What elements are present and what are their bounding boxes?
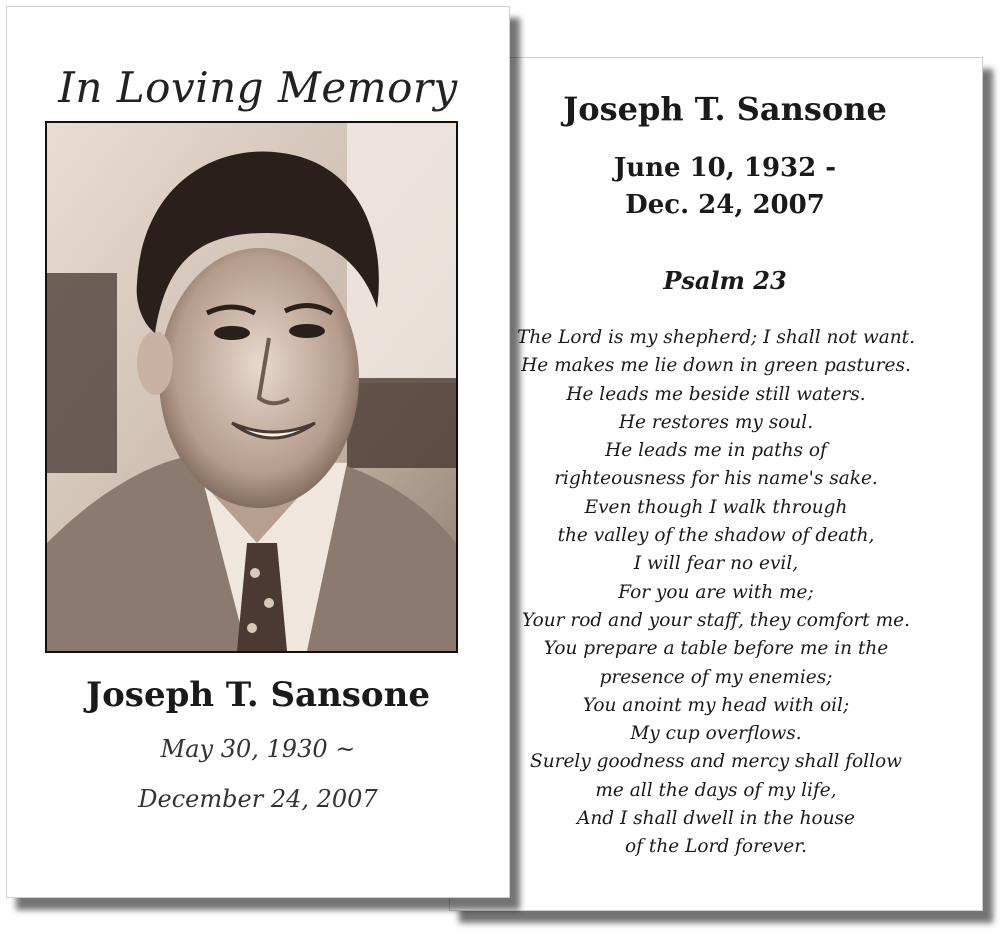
- psalm-title: Psalm 23: [663, 266, 787, 295]
- front-name: Joseph T. Sansone: [86, 675, 430, 715]
- front-birth-date: May 30, 1930 ~: [160, 735, 356, 763]
- psalm-line: He makes me lie down in green pastures.: [521, 355, 911, 377]
- psalm-line: You prepare a table before me in the: [543, 638, 889, 660]
- back-birth-date: June 10, 1932 -: [613, 153, 837, 183]
- psalm-line: You anoint my head with oil;: [582, 694, 850, 716]
- psalm-line: He restores my soul.: [618, 411, 814, 433]
- psalm-line: Surely goodness and mercy shall follow: [530, 751, 902, 773]
- portrait-illustration: [47, 123, 456, 651]
- psalm-line: I will fear no evil,: [633, 553, 799, 575]
- prayer-card-front: [6, 6, 510, 898]
- front-death-date: December 24, 2007: [138, 785, 378, 813]
- psalm-verse: [450, 324, 982, 862]
- prayer-card-back: [449, 57, 983, 911]
- psalm-line: My cup overflows.: [630, 723, 802, 745]
- in-loving-memory-heading: In Loving Memory: [58, 63, 458, 112]
- back-name: Joseph T. Sansone: [563, 90, 887, 128]
- psalm-line: presence of my enemies;: [599, 666, 833, 688]
- psalm-line: me all the days of my life,: [595, 779, 837, 801]
- psalm-line: Your rod and your staff, they comfort me.: [522, 609, 910, 631]
- psalm-line: And I shall dwell in the house: [577, 808, 855, 830]
- portrait-photo: [45, 121, 458, 653]
- psalm-line: the valley of the shadow of death,: [557, 525, 875, 547]
- psalm-line: The Lord is my shepherd; I shall not want.: [517, 327, 915, 348]
- psalm-line: righteousness for his name's sake.: [554, 468, 878, 490]
- psalm-line: of the Lord forever.: [625, 836, 807, 858]
- psalm-line: He leads me beside still waters.: [566, 383, 866, 405]
- back-death-date: Dec. 24, 2007: [625, 190, 825, 220]
- psalm-line: Even though I walk through: [584, 496, 848, 518]
- psalm-line: He leads me in paths of: [605, 440, 827, 462]
- psalm-line: For you are with me;: [618, 581, 814, 603]
